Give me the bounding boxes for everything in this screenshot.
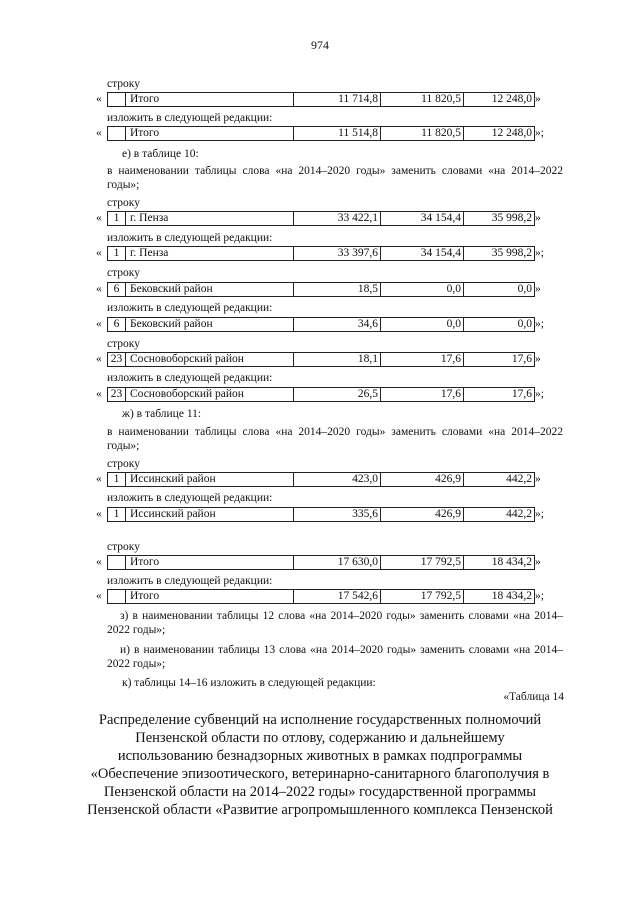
open-quote: « bbox=[96, 93, 102, 105]
row-value-2022: 0,0 bbox=[517, 283, 532, 295]
row-value-2021: 0,0 bbox=[446, 318, 461, 330]
row-number bbox=[108, 590, 125, 603]
page-number: 974 bbox=[311, 38, 329, 52]
row-value-2020: 423,0 bbox=[352, 473, 378, 485]
label-stroku: строку bbox=[107, 267, 140, 279]
table-row bbox=[0, 282, 640, 297]
row-number: 1 bbox=[113, 508, 120, 520]
row-number: 1 bbox=[113, 473, 120, 485]
table-row bbox=[0, 317, 640, 332]
row-value-2021: 11 820,5 bbox=[421, 127, 461, 139]
close-quote: » bbox=[535, 473, 541, 485]
close-quote: »; bbox=[535, 508, 544, 520]
close-quote: » bbox=[535, 353, 541, 365]
row-value-2020: 17 542,6 bbox=[337, 590, 378, 602]
close-quote: »; bbox=[535, 318, 544, 330]
row-number: 6 bbox=[113, 318, 120, 330]
row-value-2021: 426,9 bbox=[435, 473, 461, 485]
table-row bbox=[0, 555, 640, 570]
row-value-2022: 0,0 bbox=[517, 318, 532, 330]
row-name: Бековский район bbox=[130, 283, 213, 295]
row-value-2020: 18,1 bbox=[357, 353, 378, 365]
row-value-2022: 442,2 bbox=[506, 473, 532, 485]
item-zh: ж) в таблице 11: bbox=[122, 408, 202, 420]
row-value-2021: 17,6 bbox=[440, 388, 461, 400]
row-value-2020: 33 422,1 bbox=[337, 212, 378, 224]
item-z: з) в наименовании таблицы 12 слова «на 2014–2020 годы» заменить словами «на 2014–2022 годы»; bbox=[107, 610, 563, 636]
row-value-2021: 34 154,4 bbox=[420, 212, 461, 224]
row-value-2021: 11 820,5 bbox=[421, 93, 461, 105]
heading-line: Распределение субвенций на исполнение государственных полномочий bbox=[98, 712, 542, 728]
row-number: 1 bbox=[113, 212, 120, 224]
row-value-2022: 12 248,0 bbox=[491, 127, 532, 139]
row-name: Бековский район bbox=[130, 318, 213, 330]
open-quote: « bbox=[96, 556, 102, 568]
row-name: Иссинский район bbox=[130, 508, 216, 520]
table-row bbox=[0, 211, 640, 226]
close-quote: » bbox=[535, 93, 541, 105]
open-quote: « bbox=[96, 247, 102, 259]
heading-line: Пензенской области «Развитие агропромышленного комплекса Пензенской bbox=[87, 802, 553, 818]
row-value-2020: 17 630,0 bbox=[337, 556, 378, 568]
label-izlozhit: изложить в следующей редакции: bbox=[107, 372, 273, 384]
item-e-text: в наименовании таблицы слова «на 2014–2020 годы» заменить словами «на 2014–2022 годы»; bbox=[107, 165, 563, 191]
table-row bbox=[0, 246, 640, 261]
row-value-2020: 11 714,8 bbox=[338, 93, 378, 105]
row-value-2022: 18 434,2 bbox=[491, 556, 532, 568]
table-row bbox=[0, 352, 640, 367]
close-quote: » bbox=[535, 556, 541, 568]
row-value-2022: 35 998,2 bbox=[491, 212, 532, 224]
row-value-2021: 34 154,4 bbox=[420, 247, 461, 259]
open-quote: « bbox=[96, 127, 102, 139]
row-name: Итого bbox=[130, 590, 160, 602]
row-value-2021: 17,6 bbox=[440, 353, 461, 365]
open-quote: « bbox=[96, 590, 102, 602]
close-quote: » bbox=[535, 212, 541, 224]
item-zh-text: в наименовании таблицы слова «на 2014–2020 годы» заменить словами «на 2014–2022 годы»; bbox=[107, 426, 563, 452]
label-stroku: строку bbox=[107, 197, 140, 209]
open-quote: « bbox=[96, 388, 102, 400]
row-number bbox=[108, 127, 125, 140]
row-value-2021: 17 792,5 bbox=[420, 590, 461, 602]
row-value-2021: 17 792,5 bbox=[420, 556, 461, 568]
close-quote: »; bbox=[535, 388, 544, 400]
close-quote: »; bbox=[535, 127, 544, 139]
open-quote: « bbox=[96, 212, 102, 224]
row-value-2022: 18 434,2 bbox=[491, 590, 532, 602]
label-izlozhit: изложить в следующей редакции: bbox=[107, 112, 273, 124]
table-label: «Таблица 14 bbox=[503, 691, 564, 703]
row-number: 23 bbox=[110, 388, 123, 400]
label-izlozhit: изложить в следующей редакции: bbox=[107, 492, 273, 504]
row-value-2022: 17,6 bbox=[511, 353, 532, 365]
row-number: 1 bbox=[113, 247, 120, 259]
table-row bbox=[0, 92, 640, 107]
row-name: Итого bbox=[130, 556, 160, 568]
row-name: Сосновоборский район bbox=[130, 353, 244, 365]
row-number bbox=[108, 556, 125, 569]
table-row bbox=[0, 126, 640, 141]
row-name: Сосновоборский район bbox=[130, 388, 244, 400]
table-row bbox=[0, 589, 640, 604]
row-value-2022: 442,2 bbox=[506, 508, 532, 520]
table-row bbox=[0, 472, 640, 487]
row-number: 23 bbox=[110, 353, 123, 365]
table-heading bbox=[60, 711, 580, 819]
row-value-2020: 33 397,6 bbox=[337, 247, 378, 259]
label-izlozhit: изложить в следующей редакции: bbox=[107, 302, 273, 314]
row-name: г. Пенза bbox=[130, 212, 169, 224]
row-value-2020: 335,6 bbox=[352, 508, 378, 520]
row-value-2021: 426,9 bbox=[435, 508, 461, 520]
row-value-2020: 26,5 bbox=[357, 388, 378, 400]
open-quote: « bbox=[96, 508, 102, 520]
row-value-2022: 35 998,2 bbox=[491, 247, 532, 259]
label-izlozhit: изложить в следующей редакции: bbox=[107, 575, 273, 587]
label-stroku: строку bbox=[107, 338, 140, 350]
table-row bbox=[0, 387, 640, 402]
row-name: Иссинский район bbox=[130, 473, 216, 485]
open-quote: « bbox=[96, 318, 102, 330]
label-stroku: строку bbox=[107, 78, 140, 90]
row-value-2022: 12 248,0 bbox=[491, 93, 532, 105]
row-value-2022: 17,6 bbox=[511, 388, 532, 400]
row-value-2021: 0,0 bbox=[446, 283, 461, 295]
label-stroku: строку bbox=[107, 458, 140, 470]
open-quote: « bbox=[96, 353, 102, 365]
open-quote: « bbox=[96, 283, 102, 295]
close-quote: » bbox=[535, 283, 541, 295]
heading-line: Пензенской области на 2014–2022 годы» государственной программы bbox=[103, 784, 537, 800]
row-name: Итого bbox=[130, 127, 160, 139]
label-izlozhit: изложить в следующей редакции: bbox=[107, 232, 273, 244]
item-k: к) таблицы 14–16 изложить в следующей редакции: bbox=[122, 677, 376, 689]
close-quote: »; bbox=[535, 590, 544, 602]
heading-line: «Обеспечение эпизоотического, ветеринарно-санитарного благополучия в bbox=[90, 766, 550, 782]
row-number bbox=[108, 93, 125, 106]
row-name: Итого bbox=[130, 93, 160, 105]
row-value-2020: 11 514,8 bbox=[338, 127, 378, 139]
heading-line: использованию безнадзорных животных в рамках подпрограммы bbox=[117, 748, 523, 764]
item-e: е) в таблице 10: bbox=[122, 148, 199, 160]
heading-line: Пензенской области по отлову, содержанию и дальнейшему bbox=[135, 730, 505, 746]
label-stroku: строку bbox=[107, 541, 140, 553]
row-value-2020: 18,5 bbox=[357, 283, 378, 295]
table-row bbox=[0, 507, 640, 522]
row-number: 6 bbox=[113, 283, 120, 295]
row-name: г. Пенза bbox=[130, 247, 169, 259]
row-value-2020: 34,6 bbox=[357, 318, 378, 330]
open-quote: « bbox=[96, 473, 102, 485]
close-quote: »; bbox=[535, 247, 544, 259]
item-i: и) в наименовании таблицы 13 слова «на 2014–2020 годы» заменить словами «на 2014–2022 годы»; bbox=[107, 644, 563, 670]
